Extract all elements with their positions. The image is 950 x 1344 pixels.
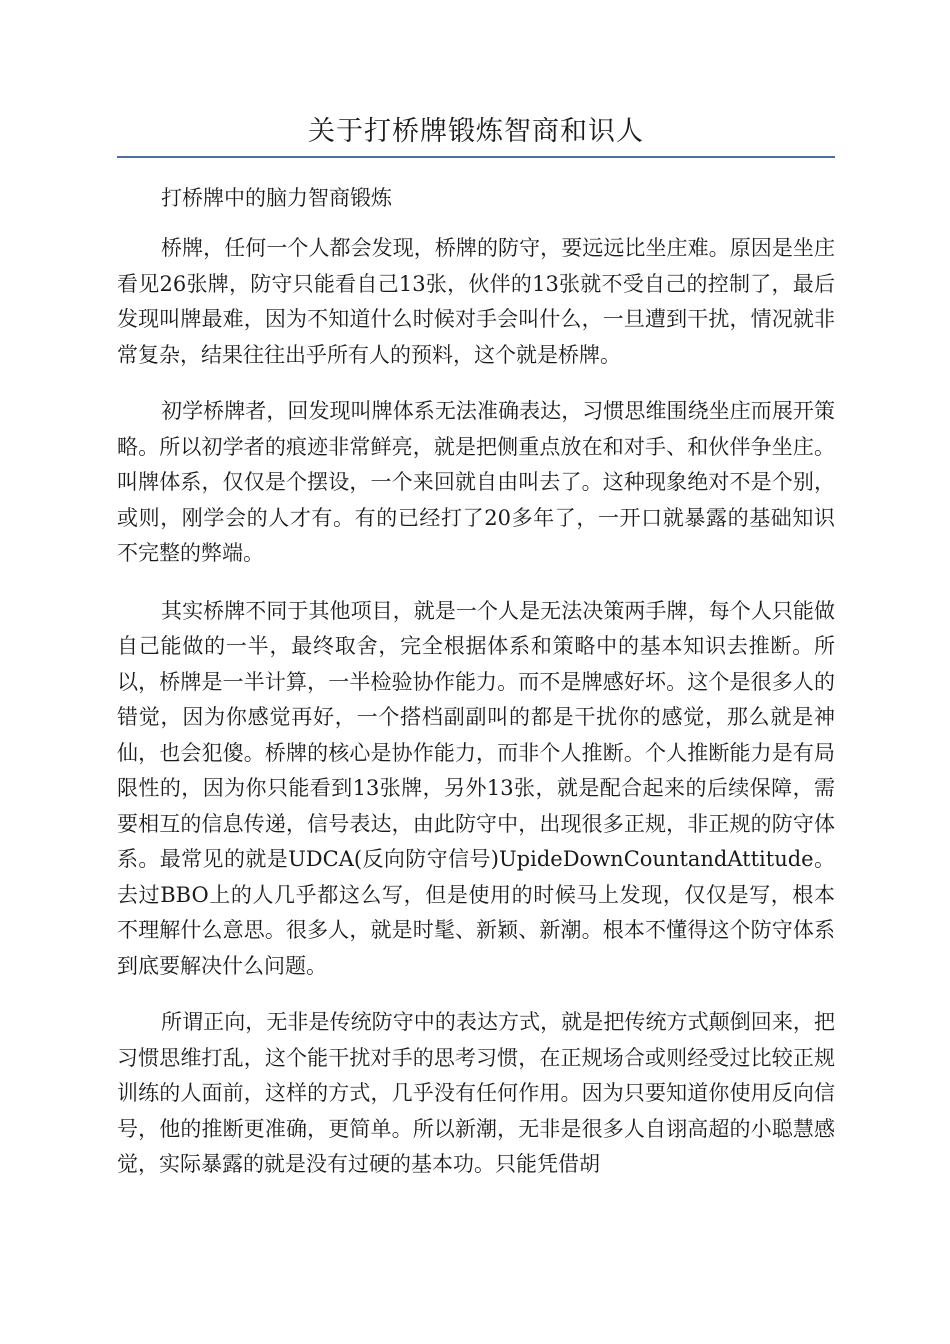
paragraph-2: 初学桥牌者，回发现叫牌体系无法准确表达，习惯思维围绕坐庄而展开策略。所以初学者的痕迹非常鲜亮，就是把侧重点放在和对手、和伙伴争坐庄。叫牌体系，仅仅是个摆设，一个来回就自由叫去了。这种现象绝对不是个别，或则，刚学会的人才有。有的已经打了20多年了，一开口就暴露的基础知识不完整的弊端。 bbox=[117, 399, 835, 565]
paragraph-1: 桥牌，任何一个人都会发现，桥牌的防守，要远远比坐庄难。原因是坐庄看见26张牌，防守只能看自己13张，伙伴的13张就不受自己的控制了，最后发现叫牌最难，因为不知道什么时候对手会叫什么，一旦遭到干扰，情况就非常复杂，结果往往出乎所有人的预料，这个就是桥牌。 bbox=[117, 236, 835, 367]
section-subtitle: 打桥牌中的脑力智商锻炼 bbox=[161, 186, 392, 210]
document-page bbox=[117, 0, 835, 1183]
title-underline bbox=[117, 156, 835, 158]
paragraph-4: 所谓正向，无非是传统防守中的表达方式，就是把传统方式颠倒回来，把习惯思维打乱，这个能干扰对手的思考习惯，在正规场合或则经受过比较正规训练的人面前，这样的方式，几乎没有任何作用。因为只要知道你使用反向信号，他的推断更准确，更简单。所以新潮，无非是很多人自诩高超的小聪慧感觉，实际暴露的就是没有过硬的基本功。只能凭借胡 bbox=[117, 1010, 835, 1176]
document-title: 关于打桥牌锻炼智商和识人 bbox=[308, 116, 644, 147]
paragraph-3: 其实桥牌不同于其他项目，就是一个人是无法决策两手牌，每个人只能做自己能做的一半，最终取舍，完全根据体系和策略中的基本知识去推断。所以，桥牌是一半计算，一半检验协作能力。而不是牌感好坏。这个是很多人的错觉，因为你感觉再好，一个搭档副副叫的都是干扰你的感觉，那么就是神仙，也会犯傻。桥牌的核心是协作能力，而非个人推断。个人推断能力是有局限性的，因为你只能看到13张牌，另外13张，就是配合起来的后续保障，需要相互的信息传递，信号表达，由此防守中，出现很多正规，非正规的防守体系。最常见的就是UDCA(反向防守信号)UpideDownCountandAttitude。去过BBO上的人几乎都这么写，但是使用的时候马上发现，仅仅是写，根本不理解什么意思。很多人，就是时髦、新颖、新潮。根本不懂得这个防守体系到底要解决什么问题。 bbox=[117, 598, 835, 978]
